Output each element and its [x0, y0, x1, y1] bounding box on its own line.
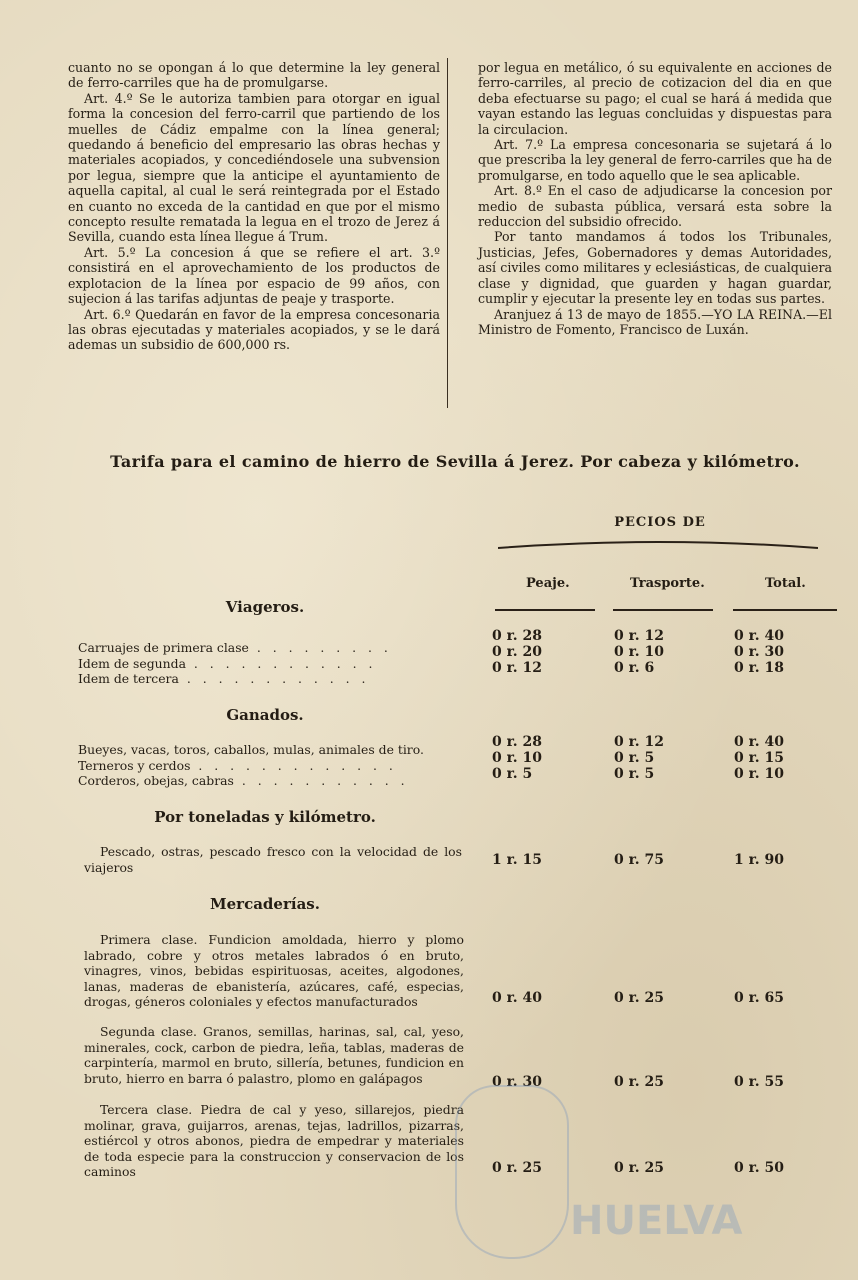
table-row: Idem de tercera . . . . . . . . . . . . [78, 671, 370, 687]
row-label: Primera clase. Fundicion amoldada, hierro y plomo labrado, cobre y otros metales labrados ó en bruto, vinagres, vinos, bebidas espirituosas, aceites, algodones, lanas, maderas de ebanistería, azúcares, café, especias, drogas, géneros coloniales y efectos manufacturados [84, 932, 464, 1010]
price-total: 0 r. 40 [734, 734, 784, 750]
price-trasporte: 0 r. 12 [614, 734, 664, 750]
price-total: 1 r. 90 [734, 852, 784, 868]
signature-line: Aranjuez á 13 de mayo de 1855.—YO LA REINA.—El Ministro de Fomento, Francisco de Luxán. [478, 306, 832, 337]
row-label: Idem de segunda [78, 655, 186, 671]
price-total: 0 r. 55 [734, 1074, 784, 1090]
column-header-total: Total. [765, 576, 806, 591]
price-trasporte: 0 r. 25 [614, 1074, 664, 1090]
tariff-title: Tarifa para el camino de hierro de Sevilla á Jerez. Por cabeza y kilómetro. [110, 452, 800, 471]
section-viageros: Viageros. [225, 598, 305, 616]
mercaderias-prices-1 [492, 990, 832, 1006]
price-trasporte: 0 r. 6 [614, 660, 655, 676]
price-peaje: 0 r. 10 [492, 750, 542, 766]
price-trasporte: 0 r. 12 [614, 628, 664, 644]
table-row: Carruajes de primera clase . . . . . . . . . [78, 640, 392, 655]
column-header-trasporte: Trasporte. [630, 576, 705, 591]
price-trasporte: 0 r. 75 [614, 852, 664, 868]
article-7: Art. 7.º La empresa concesonaria se sujetará á lo que prescriba la ley general de ferro-carriles que ha de promulgarse, en todo aquello que le sea aplicable. [478, 137, 832, 183]
header-rule [733, 609, 837, 611]
column-divider [447, 58, 448, 408]
section-ganados: Ganados. [226, 706, 304, 724]
pescado-prices [492, 852, 832, 868]
ganados-prices [492, 734, 832, 782]
price-row [492, 852, 832, 868]
row-label: Pescado, ostras, pescado fresco con la velocidad de los viajeros [84, 844, 462, 875]
section-toneladas: Por toneladas y kilómetro. [154, 808, 376, 826]
left-text-column [68, 60, 440, 353]
right-text-column [478, 60, 832, 337]
price-row [492, 734, 832, 750]
price-row [492, 990, 832, 1006]
price-peaje: 0 r. 25 [492, 1160, 542, 1176]
price-peaje: 0 r. 28 [492, 734, 542, 750]
column-header-peaje: Peaje. [526, 576, 570, 591]
paragraph: cuanto no se opongan á lo que determine la ley general de ferro-carriles que ha de promulgarse. [68, 60, 440, 91]
row-label: Corderos, obejas, cabras [78, 773, 234, 789]
price-row [492, 628, 832, 644]
price-peaje: 0 r. 40 [492, 990, 542, 1006]
price-peaje: 0 r. 5 [492, 766, 533, 782]
mercaderias-segunda [84, 1024, 464, 1086]
price-trasporte: 0 r. 5 [614, 750, 655, 766]
price-total: 0 r. 15 [734, 750, 784, 766]
price-trasporte: 0 r. 25 [614, 1160, 664, 1176]
price-total: 0 r. 18 [734, 660, 784, 676]
price-row [492, 766, 832, 782]
pescado-row [84, 844, 462, 875]
viageros-rows [78, 640, 462, 687]
mercaderias-tercera [84, 1102, 464, 1180]
section-mercaderias: Mercaderías. [210, 895, 320, 913]
table-row: Idem de segunda . . . . . . . . . . . . [78, 655, 377, 671]
archive-stamp [455, 1085, 569, 1259]
row-label: Idem de tercera [78, 671, 179, 687]
price-row [492, 660, 832, 676]
price-trasporte: 0 r. 10 [614, 644, 664, 660]
price-peaje: 1 r. 15 [492, 852, 542, 868]
table-row: Corderos, obejas, cabras . . . . . . . . . . . [78, 773, 409, 789]
row-label: Bueyes, vacas, toros, caballos, mulas, animales de tiro. [78, 742, 424, 757]
table-row: Terneros y cerdos . . . . . . . . . . . . . [78, 757, 397, 773]
price-peaje: 0 r. 12 [492, 660, 542, 676]
price-trasporte: 0 r. 25 [614, 990, 664, 1006]
row-label: Tercera clase. Piedra de cal y yeso, sillarejos, piedra molinar, grava, guijarros, arenas, tejas, ladrillos, pizarras, estiércol y otros abonos, piedra de empedrar y materiales de toda especie para la construccion y conservacion de los caminos [84, 1102, 464, 1180]
article-8: Art. 8.º En el caso de adjudicarse la concesion por medio de subasta pública, versará esta sobre la reduccion del subsidio ofrecido. [478, 183, 832, 230]
price-row [492, 644, 832, 660]
prices-header: PECIOS DE [614, 515, 706, 530]
row-label: Terneros y cerdos [78, 757, 191, 773]
price-total: 0 r. 40 [734, 628, 784, 644]
price-total: 0 r. 30 [734, 644, 784, 660]
price-total: 0 r. 65 [734, 990, 784, 1006]
article-4: Art. 4.º Se le autoriza tambien para otorgar en igual forma la concesion del ferro-carril que partiendo de los muelles de Cádiz empalme con la línea general; quedando á beneficio del empresario las obras hechas y materiales acopiados, y concediéndosele una subvension por legua, siempre que la anticipe el ayuntamiento de aquella capital, al cual le será reintegrada por el Estado en cuanto no exceda de la cantidad en que por el mismo concepto resulte rematada la legua en el trozo de Jerez á Sevilla, cuando esta línea llegue á Trum. [68, 90, 440, 245]
price-peaje: 0 r. 20 [492, 644, 542, 660]
mercaderias-primera [84, 932, 464, 1010]
price-trasporte: 0 r. 5 [614, 766, 655, 782]
watermark-text: HUELVA [570, 1198, 743, 1244]
row-label: Carruajes de primera clase [78, 640, 249, 655]
price-row [492, 750, 832, 766]
viageros-prices [492, 628, 832, 676]
royal-order-paragraph: Por tanto mandamos á todos los Tribunales, Justicias, Jefes, Gobernadores y demas Autoridades, así civiles como militares y eclesiásticas, de cualquiera clase y dignidad, que guarden y hagan guardar, cumplir y ejecutar la presente ley en todas sus partes. [478, 229, 832, 307]
ganados-rows [78, 742, 462, 789]
brace-line [498, 540, 818, 550]
price-total: 0 r. 50 [734, 1160, 784, 1176]
article-6: Art. 6.º Quedarán en favor de la empresa concesonaria las obras ejecutadas y materiales acopiados, y se le dará ademas un subsidio de 600,000 rs. [68, 306, 440, 353]
paragraph: por legua en metálico, ó su equivalente en acciones de ferro-carriles, al precio de cotizacion del dia en que deba efectuarse su pago; el cual se hará á medida que vayan estando las leguas concluidas y dispuestas para la circulacion. [478, 60, 832, 137]
price-peaje: 0 r. 30 [492, 1074, 542, 1090]
header-rule [495, 609, 595, 611]
price-peaje: 0 r. 28 [492, 628, 542, 644]
table-row [78, 742, 462, 758]
row-label: Segunda clase. Granos, semillas, harinas, sal, cal, yeso, minerales, cock, carbon de piedra, leña, tablas, maderas de carpintería, marmol en bruto, sillería, betunes, fundicion en bruto, hierro en barra ó palastro, plomo en galápagos [84, 1024, 464, 1086]
price-total: 0 r. 10 [734, 766, 784, 782]
header-rule [613, 609, 713, 611]
article-5: Art. 5.º La concesion á que se refiere el art. 3.º consistirá en el aprovechamiento de los productos de explotacion de la línea por espacio de 99 años, con sujecion á las tarifas adjuntas de peaje y trasporte. [68, 244, 440, 307]
